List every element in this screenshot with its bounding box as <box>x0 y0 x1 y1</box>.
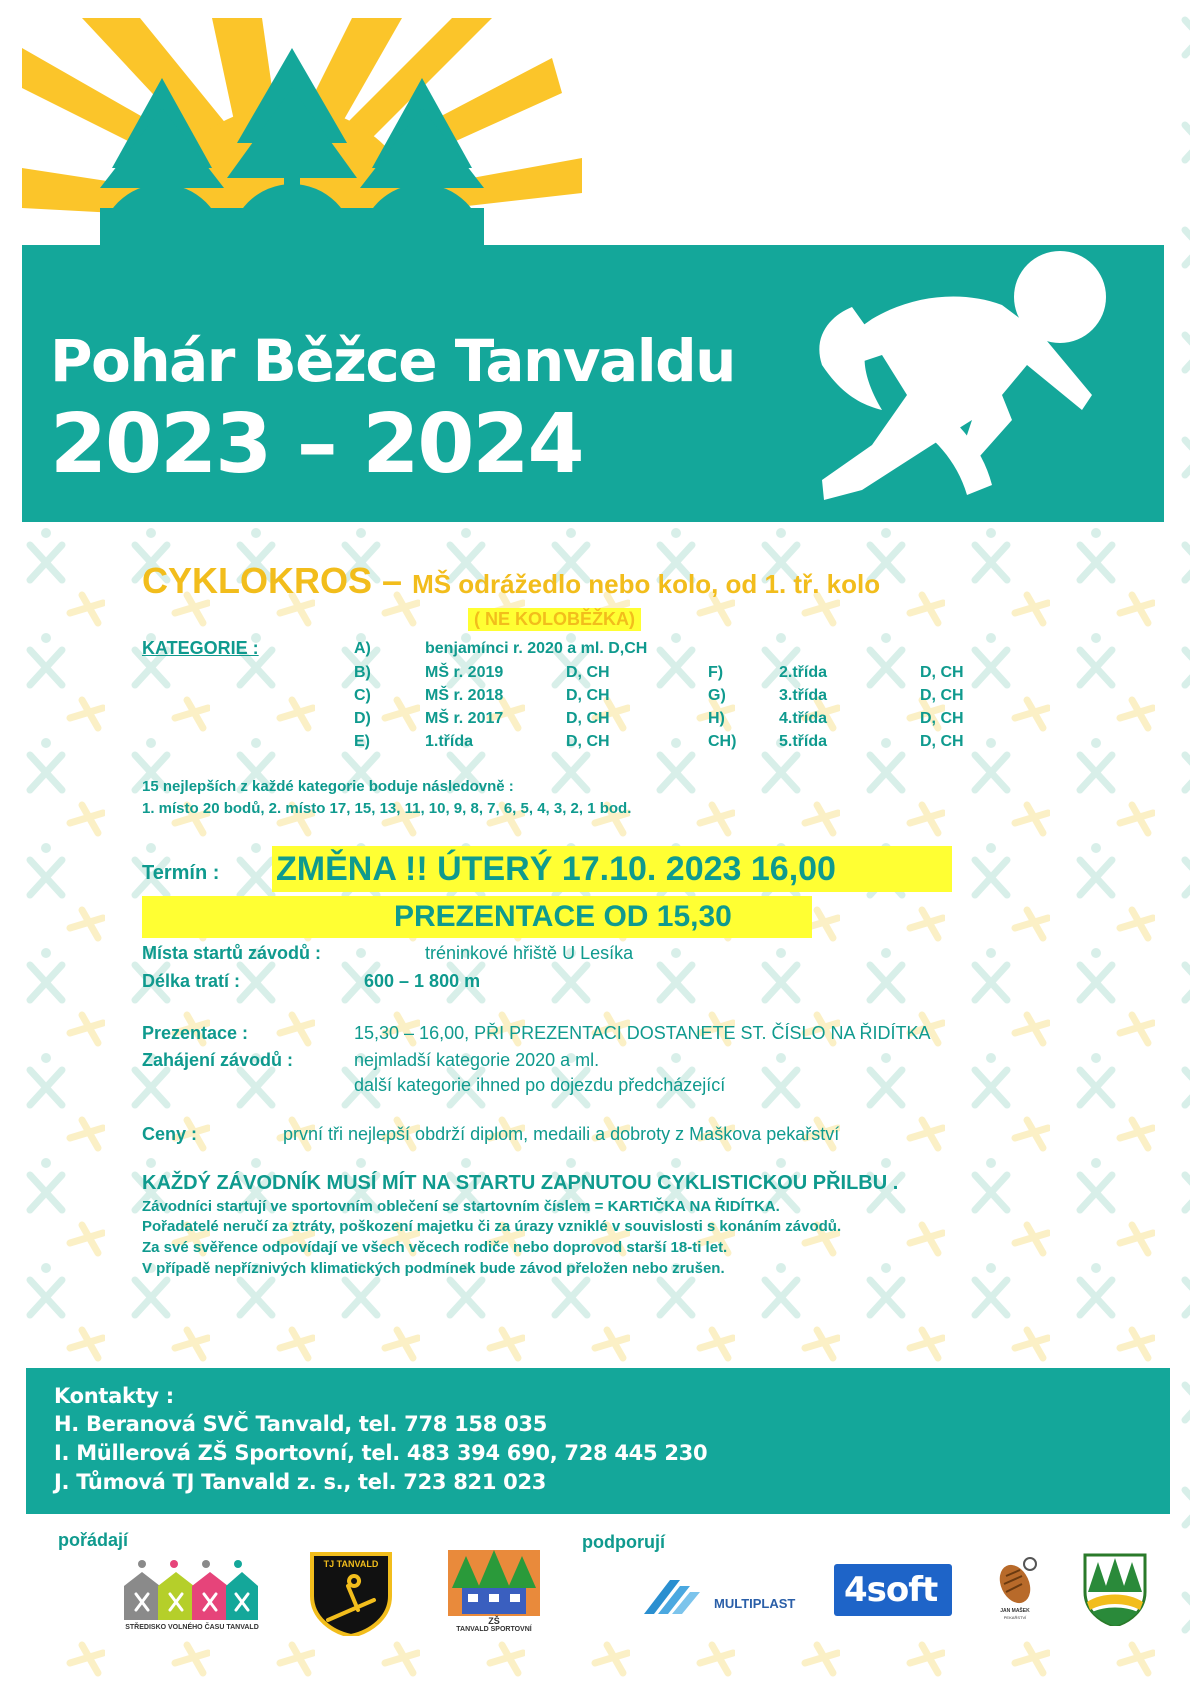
rule-line-4: V případě nepříznivých klimatických podmínek bude závod přeložen nebo zrušen. <box>142 1260 725 1277</box>
cat-b-gender: D, CH <box>566 664 610 681</box>
prizes-value: první tři nejlepší obdrží diplom, medaili a dobroty z Maškova pekařství <box>283 1124 840 1144</box>
cat-d-name: MŠ r. 2017 <box>425 710 504 727</box>
masek-logo-text-2: PEKAŘSTVÍ <box>1003 1615 1027 1620</box>
cat-f-name: 2.třída <box>779 664 828 681</box>
supporters-label: podporují <box>582 1532 665 1552</box>
contact-line-2: I. Müllerová ZŠ Sportovní, tel. 483 394 690, 728 445 230 <box>54 1441 708 1465</box>
4soft-text: 4soft <box>844 1570 938 1610</box>
prezentace-highlight <box>142 896 812 938</box>
prizes-label: Ceny : <box>142 1124 198 1144</box>
cat-h-name: 4.třída <box>779 710 828 727</box>
contact-line-1: H. Beranová SVČ Tanvald, tel. 778 158 035 <box>54 1412 548 1436</box>
categories-label: KATEGORIE : <box>142 638 259 658</box>
termin-highlight <box>272 846 952 892</box>
cat-h-gender: D, CH <box>920 710 964 727</box>
prezentace-value: PREZENTACE OD 15,30 <box>394 900 732 933</box>
cat-g-code: G) <box>708 687 726 704</box>
zs-sportovni-logo <box>446 1548 542 1634</box>
registration-value: 15,30 – 16,00, PŘI PREZENTACI DOSTANETE ST. ČÍSLO NA ŘIDÍTKA <box>354 1023 931 1043</box>
event-subtitle: MŠ odrážedlo nebo kolo, od 1. tř. kolo <box>412 569 881 599</box>
rule-line-3: Za své svěřence odpovídají ve všech věcech rodiče nebo doprovod starší 18-ti let. <box>142 1239 728 1256</box>
start-location-value: tréninkové hřiště U Lesíka <box>425 943 634 963</box>
masek-logo-text-1: JAN MAŠEK <box>1000 1608 1030 1614</box>
start-location-label: Místa startů závodů : <box>142 943 322 963</box>
cat-c-gender: D, CH <box>566 687 610 704</box>
cat-d-gender: D, CH <box>566 710 610 727</box>
page-title: Pohár Běžce Tanvaldu <box>50 327 735 395</box>
race-start-value-2: další kategorie ihned po dojezdu předcházející <box>354 1075 726 1095</box>
cat-e-code: E) <box>354 733 370 750</box>
cat-b-name: MŠ r. 2019 <box>425 664 504 681</box>
cat-ch-gender: D, CH <box>920 733 964 750</box>
cat-e-name: 1.třída <box>425 733 474 750</box>
registration-label: Prezentace : <box>142 1023 249 1043</box>
cat-ch-code: CH) <box>708 733 737 750</box>
zs-logo-text-1: ZŠ <box>488 1616 500 1626</box>
termin-value: ZMĚNA !! ÚTERÝ 17.10. 2023 16,00 <box>276 850 836 888</box>
race-start-value-1: nejmladší kategorie 2020 a ml. <box>354 1050 600 1070</box>
cat-c-code: C) <box>354 687 371 704</box>
cat-f-code: F) <box>708 664 724 681</box>
contacts-label: Kontakty : <box>54 1384 174 1408</box>
4soft-logo <box>834 1564 952 1616</box>
event-name: CYKLOKROS – <box>142 560 403 601</box>
rule-line-1: Závodníci startují ve sportovním oblečení se startovním číslem = KARTIČKA NA ŘIDÍTKA. <box>142 1198 780 1215</box>
cat-g-name: 3.třída <box>779 687 828 704</box>
tj-tanvald-logo <box>308 1550 394 1636</box>
cat-a-code: A) <box>354 640 371 657</box>
zs-logo-text-2: TANVALD SPORTOVNÍ <box>456 1626 532 1633</box>
event-heading <box>142 560 880 602</box>
tanvald-coat-of-arms-icon <box>1082 1552 1148 1626</box>
cat-b-code: B) <box>354 664 371 681</box>
page-years: 2023 – 2024 <box>50 397 583 492</box>
termin-label: Termín : <box>142 862 220 884</box>
points-line-1: 15 nejlepších z každé kategorie boduje následovně : <box>142 778 514 795</box>
cat-c-name: MŠ r. 2018 <box>425 687 504 704</box>
multiplast-text: MULTIPLAST <box>714 1596 796 1611</box>
svc-logo-text: STŘEDISKO VOLNÉHO ČASU TANVALD <box>125 1624 259 1631</box>
cat-f-gender: D, CH <box>920 664 964 681</box>
rule-line-2: Pořadatelé neručí za ztráty, poškození majetku či za úrazy vzniklé v souvislosti s konáním závodů. <box>142 1218 842 1235</box>
helmet-warning: KAŽDÝ ZÁVODNÍK MUSÍ MÍT NA STARTU ZAPNUTOU CYKLISTICKOU PŘILBU . <box>142 1172 899 1194</box>
race-start-label: Zahájení závodů : <box>142 1050 294 1070</box>
points-line-2: 1. místo 20 bodů, 2. místo 17, 15, 13, 11, 10, 9, 8, 7, 6, 5, 4, 3, 2, 1 bod. <box>142 800 632 817</box>
multiplast-logo <box>640 1574 800 1620</box>
cat-h-code: H) <box>708 710 725 727</box>
masek-bakery-logo <box>990 1556 1040 1626</box>
cat-a-name: benjamínci r. 2020 a ml. D,CH <box>425 640 648 657</box>
cat-e-gender: D, CH <box>566 733 610 750</box>
length-label: Délka tratí : <box>142 971 241 991</box>
cat-g-gender: D, CH <box>920 687 964 704</box>
contact-line-3: J. Tůmová TJ Tanvald z. s., tel. 723 821 023 <box>54 1470 547 1494</box>
tj-logo-text: TJ TANVALD <box>323 1559 379 1569</box>
svc-tanvald-logo <box>124 1556 260 1636</box>
organizers-label: pořádají <box>58 1530 129 1550</box>
length-value: 600 – 1 800 m <box>364 971 481 991</box>
cat-ch-name: 5.třída <box>779 733 828 750</box>
cat-d-code: D) <box>354 710 371 727</box>
event-note: ( NE KOLOBĚŽKA) <box>468 608 641 631</box>
